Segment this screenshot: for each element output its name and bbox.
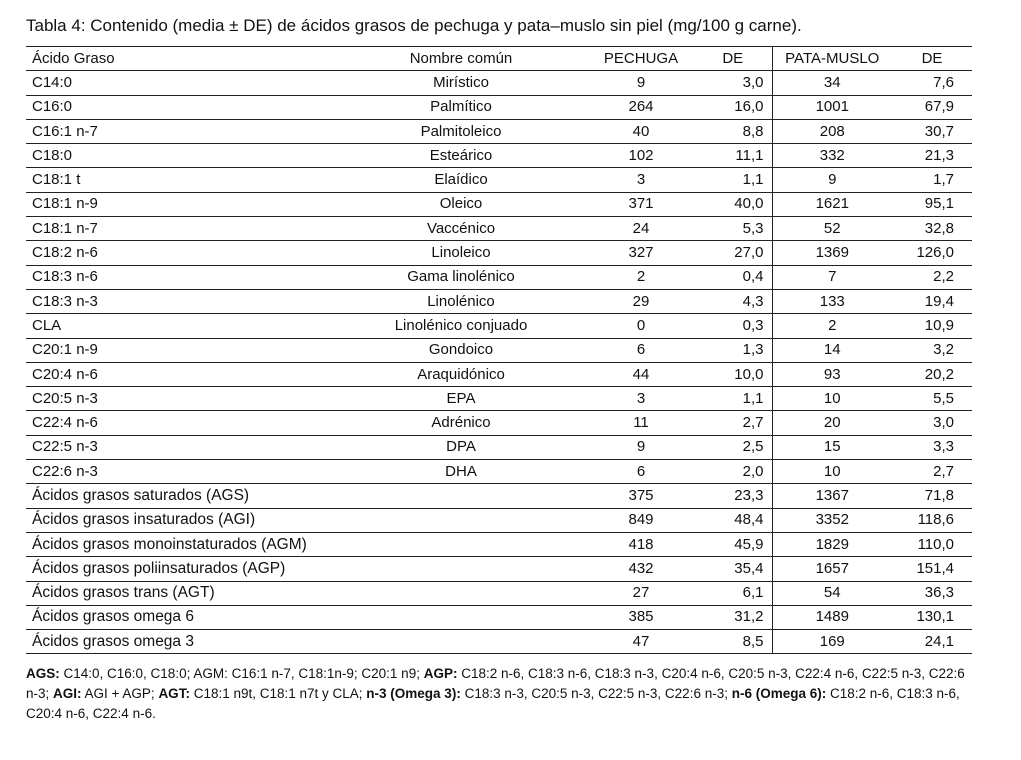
table-cell: Ácidos grasos saturados (AGS) (26, 484, 336, 508)
table-cell: 32,8 (892, 217, 972, 241)
table-cell: 102 (586, 144, 696, 168)
table-cell (336, 508, 586, 532)
table-row (26, 71, 972, 95)
table-cell: C18:1 n-9 (26, 192, 336, 216)
footnote-key: AGT: (158, 686, 190, 702)
table-row (26, 338, 972, 362)
table-cell: 327 (586, 241, 696, 265)
table-cell: 7,6 (892, 71, 972, 95)
table-cell: 6 (586, 460, 696, 484)
table-cell: 332 (772, 144, 892, 168)
table-cell: Ácidos grasos monoinstaturados (AGM) (26, 532, 336, 556)
table-row (26, 95, 972, 119)
header-cell: PATA-MUSLO (772, 47, 892, 71)
table-cell: 169 (772, 630, 892, 654)
footnote-key: n-3 (Omega 3): (366, 686, 461, 702)
table-cell: 1,1 (696, 387, 772, 411)
table-cell: 19,4 (892, 289, 972, 313)
table-cell: 3,0 (892, 411, 972, 435)
table-cell: 93 (772, 362, 892, 386)
table-cell (336, 484, 586, 508)
table-row (26, 217, 972, 241)
table-cell: 385 (586, 605, 696, 629)
table-cell: 418 (586, 532, 696, 556)
table-cell: Oleico (336, 192, 586, 216)
table-cell: 9 (586, 435, 696, 459)
table-cell: C16:1 n-7 (26, 119, 336, 143)
table-cell: 40,0 (696, 192, 772, 216)
table-row (26, 387, 972, 411)
table-cell: 27 (586, 581, 696, 605)
header-cell: DE (696, 47, 772, 71)
table-cell: 48,4 (696, 508, 772, 532)
table-cell: 6,1 (696, 581, 772, 605)
table-cell: 1,7 (892, 168, 972, 192)
table-row (26, 532, 972, 556)
table-cell: 21,3 (892, 144, 972, 168)
table-cell: 27,0 (696, 241, 772, 265)
table-cell: 10,9 (892, 314, 972, 338)
table-cell: 9 (772, 168, 892, 192)
table-cell: 2 (586, 265, 696, 289)
table-cell: C18:0 (26, 144, 336, 168)
table-cell: 24 (586, 217, 696, 241)
table-row (26, 362, 972, 386)
table-cell: DPA (336, 435, 586, 459)
table-cell: 14 (772, 338, 892, 362)
table-cell (336, 557, 586, 581)
table-cell: 3352 (772, 508, 892, 532)
table-row (26, 605, 972, 629)
table-cell: 1657 (772, 557, 892, 581)
table-cell: Araquidónico (336, 362, 586, 386)
table-row (26, 411, 972, 435)
table-cell (336, 630, 586, 654)
table-cell: 0,3 (696, 314, 772, 338)
footnote-key: n-6 (Omega 6): (731, 686, 827, 702)
table-cell: C20:4 n-6 (26, 362, 336, 386)
table-cell: 371 (586, 192, 696, 216)
table-cell: 45,9 (696, 532, 772, 556)
table-cell: Gondoico (336, 338, 586, 362)
table-cell (336, 605, 586, 629)
table-cell: 6 (586, 338, 696, 362)
header-cell: DE (892, 47, 972, 71)
table-cell: 34 (772, 71, 892, 95)
table-cell: 20,2 (892, 362, 972, 386)
table-cell: 3,3 (892, 435, 972, 459)
table-cell (336, 581, 586, 605)
table-cell: 849 (586, 508, 696, 532)
table-cell: Ácidos grasos omega 3 (26, 630, 336, 654)
table-cell: 10 (772, 460, 892, 484)
header-cell: Ácido Graso (26, 47, 336, 71)
table-cell: 3 (586, 387, 696, 411)
table-cell: 10 (772, 387, 892, 411)
table-cell: 20 (772, 411, 892, 435)
table-cell: 44 (586, 362, 696, 386)
table-cell: 130,1 (892, 605, 972, 629)
table-cell: Ácidos grasos omega 6 (26, 605, 336, 629)
table-row (26, 144, 972, 168)
table-row (26, 460, 972, 484)
table-cell: 23,3 (696, 484, 772, 508)
table-cell: 1,3 (696, 338, 772, 362)
table-cell: 47 (586, 630, 696, 654)
footnote-key: AGS: (26, 666, 60, 682)
table-row (26, 289, 972, 313)
table-cell: 3,0 (696, 71, 772, 95)
table-cell: C14:0 (26, 71, 336, 95)
table-cell: 118,6 (892, 508, 972, 532)
table-cell: 24,1 (892, 630, 972, 654)
table-cell: 8,5 (696, 630, 772, 654)
table-cell: 2,0 (696, 460, 772, 484)
table-cell: 2,7 (892, 460, 972, 484)
table-cell: 264 (586, 95, 696, 119)
table-cell: 1621 (772, 192, 892, 216)
table-cell: Adrénico (336, 411, 586, 435)
table-cell: 3 (586, 168, 696, 192)
table-cell: Gama linolénico (336, 265, 586, 289)
table-cell: C18:1 t (26, 168, 336, 192)
table-cell: Linolénico conjuado (336, 314, 586, 338)
header-cell: PECHUGA (586, 47, 696, 71)
table-row (26, 435, 972, 459)
table-cell: 151,4 (892, 557, 972, 581)
table-cell: Ácidos grasos poliinsaturados (AGP) (26, 557, 336, 581)
table-cell: 1829 (772, 532, 892, 556)
table-cell: Esteárico (336, 144, 586, 168)
table-cell: 1367 (772, 484, 892, 508)
table-cell: C20:5 n-3 (26, 387, 336, 411)
table-cell: 2,5 (696, 435, 772, 459)
table-row (26, 508, 972, 532)
table-cell: 67,9 (892, 95, 972, 119)
document (26, 12, 972, 724)
table-row (26, 630, 972, 654)
table-cell: 0,4 (696, 265, 772, 289)
table-cell: 15 (772, 435, 892, 459)
table-cell: 4,3 (696, 289, 772, 313)
table-cell: 11 (586, 411, 696, 435)
table-row (26, 314, 972, 338)
table-cell: 29 (586, 289, 696, 313)
table-row (26, 168, 972, 192)
table-cell: 432 (586, 557, 696, 581)
table-cell: 1,1 (696, 168, 772, 192)
table-cell: 133 (772, 289, 892, 313)
footnote-text: C18:2 n-6, C18:3 n-6, C20:4 n-6, C22:4 n-6. (26, 686, 960, 722)
footnote-text: C18:2 n-6, C18:3 n-6, C18:3 n-3, C20:4 n-6, C20:5 n-3, C22:4 n-6, C22:5 n-3, C22:6 n-3; (26, 666, 965, 702)
table-cell: Linolénico (336, 289, 586, 313)
table-cell: 5,5 (892, 387, 972, 411)
table-cell: 5,3 (696, 217, 772, 241)
table-row (26, 484, 972, 508)
table-cell: C20:1 n-9 (26, 338, 336, 362)
table-cell: 11,1 (696, 144, 772, 168)
table-cell (336, 532, 586, 556)
header-row (26, 47, 972, 71)
table-cell: 16,0 (696, 95, 772, 119)
table-cell: Elaídico (336, 168, 586, 192)
table-cell: 54 (772, 581, 892, 605)
table-cell: 30,7 (892, 119, 972, 143)
table-cell: Ácidos grasos insaturados (AGI) (26, 508, 336, 532)
footnote-key: AGP: (423, 666, 458, 682)
table-cell: 36,3 (892, 581, 972, 605)
table-cell: C18:3 n-6 (26, 265, 336, 289)
table-cell: 8,8 (696, 119, 772, 143)
footnote-text: C18:3 n-3, C20:5 n-3, C22:5 n-3, C22:6 n-3; (460, 686, 732, 702)
table-cell: Palmitoleico (336, 119, 586, 143)
footnote (26, 664, 972, 724)
table-cell: 9 (586, 71, 696, 95)
table-row (26, 557, 972, 581)
table-cell: 208 (772, 119, 892, 143)
table-cell: 40 (586, 119, 696, 143)
table-row (26, 581, 972, 605)
table-cell: Palmítico (336, 95, 586, 119)
table-title: Tabla 4: Contenido (media ± DE) de ácidos grasos de pechuga y pata–muslo sin piel (mg/100 g carne). (26, 16, 802, 35)
table-cell: C18:2 n-6 (26, 241, 336, 265)
table-cell: Mirístico (336, 71, 586, 95)
table-cell: 10,0 (696, 362, 772, 386)
table-cell: 2 (772, 314, 892, 338)
table-cell: C22:4 n-6 (26, 411, 336, 435)
table-cell: Linoleico (336, 241, 586, 265)
header-cell: Nombre común (336, 47, 586, 71)
table-row (26, 192, 972, 216)
table-cell: C18:3 n-3 (26, 289, 336, 313)
table-cell: Ácidos grasos trans (AGT) (26, 581, 336, 605)
table-cell: 31,2 (696, 605, 772, 629)
footnote-key: AGI: (53, 686, 82, 702)
table-cell: CLA (26, 314, 336, 338)
table-cell: 126,0 (892, 241, 972, 265)
table-cell: C18:1 n-7 (26, 217, 336, 241)
table-cell: 71,8 (892, 484, 972, 508)
table-cell: 3,2 (892, 338, 972, 362)
table-cell: 35,4 (696, 557, 772, 581)
table-cell: 110,0 (892, 532, 972, 556)
table-cell: DHA (336, 460, 586, 484)
table-cell: C22:5 n-3 (26, 435, 336, 459)
table-row (26, 265, 972, 289)
table-cell: 1489 (772, 605, 892, 629)
table-row (26, 119, 972, 143)
table-cell: C22:6 n-3 (26, 460, 336, 484)
fatty-acids-table (26, 46, 972, 654)
table-cell: 375 (586, 484, 696, 508)
table-cell: EPA (336, 387, 586, 411)
table-cell: 0 (586, 314, 696, 338)
table-cell: 95,1 (892, 192, 972, 216)
footnote-text: C14:0, C16:0, C18:0; AGM: C16:1 n-7, C18:1n-9; C20:1 n9; (59, 666, 424, 682)
table-cell: 2,7 (696, 411, 772, 435)
table-row (26, 241, 972, 265)
table-cell: 1001 (772, 95, 892, 119)
table-cell: 7 (772, 265, 892, 289)
table-cell: C16:0 (26, 95, 336, 119)
footnote-text: C18:1 n9t, C18:1 n7t y CLA; (189, 686, 367, 702)
footnote-text: AGI + AGP; (81, 686, 159, 702)
table-cell: 2,2 (892, 265, 972, 289)
table-cell: 1369 (772, 241, 892, 265)
table-cell: 52 (772, 217, 892, 241)
table-cell: Vaccénico (336, 217, 586, 241)
